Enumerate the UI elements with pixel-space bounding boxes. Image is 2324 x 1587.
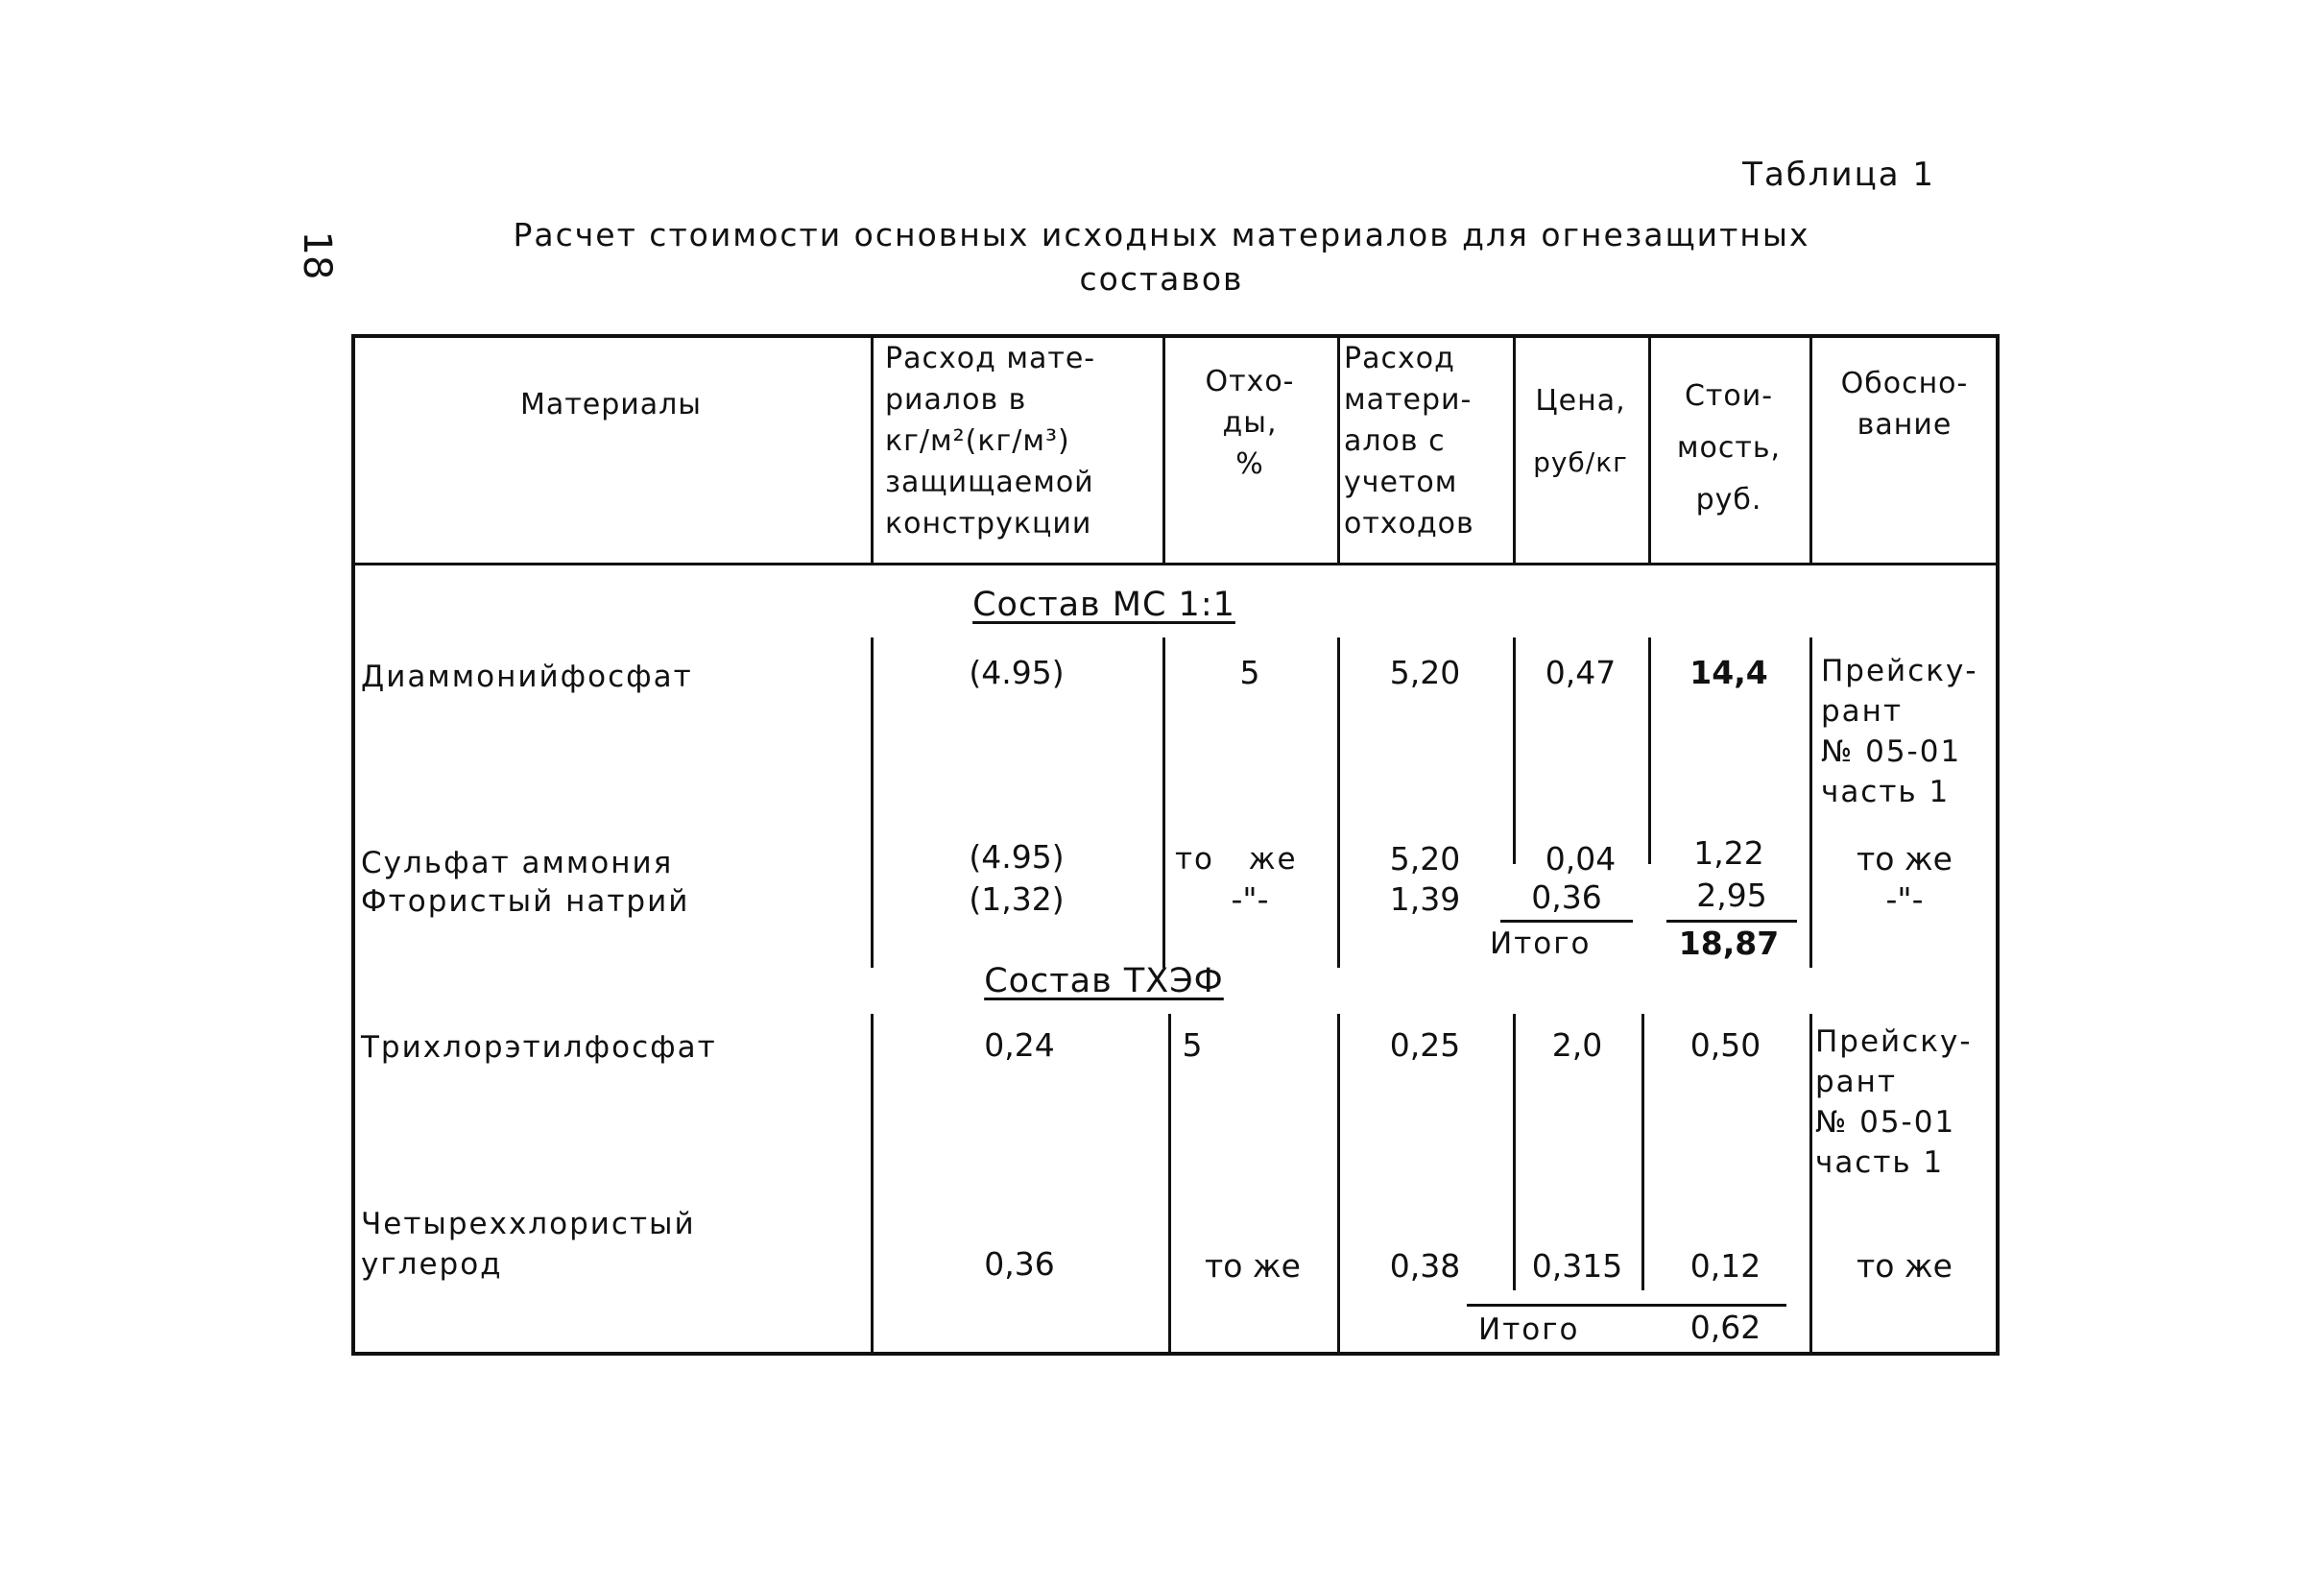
title-line: составов [1079, 260, 1244, 298]
section-title: Состав ТХЭФ [984, 962, 1224, 1000]
price-value: 0,315 [1531, 1247, 1623, 1285]
price-value: 2,0 [1551, 1026, 1603, 1064]
consumption-value: (4.95) [969, 838, 1065, 876]
with-waste-value: 5,20 [1389, 840, 1461, 878]
header-waste: Отхо- ды, % [1205, 365, 1295, 481]
waste-value: -"- [1231, 880, 1269, 918]
with-waste-value: 0,25 [1389, 1026, 1461, 1064]
price-value: 0,36 [1531, 878, 1602, 916]
consumption-value: 0,24 [984, 1026, 1055, 1064]
sum-line [1467, 1304, 1786, 1307]
header-materials: Материалы [520, 388, 702, 421]
material-name: Четыреххлористый углерод [361, 1207, 696, 1282]
cost-value: 14,4 [1689, 654, 1768, 691]
cost-value: 2,95 [1696, 877, 1767, 914]
header-price: Цена, руб/кг [1533, 384, 1628, 478]
basis-value: -"- [1885, 880, 1924, 918]
consumption-value: (4.95) [969, 654, 1065, 691]
header-basis: Обосно- вание [1840, 367, 1969, 442]
cost-value: 0,12 [1689, 1247, 1761, 1285]
with-waste-value: 5,20 [1389, 654, 1461, 691]
with-waste-value: 1,39 [1389, 880, 1461, 918]
basis-value: Прейску- рант № 05-01 часть 1 [1821, 654, 1978, 809]
waste-value: то же [1175, 842, 1298, 877]
sum-line [1666, 920, 1797, 923]
column-divider [871, 334, 874, 565]
column-divider [1809, 1014, 1812, 1356]
consumption-value: 0,36 [984, 1245, 1055, 1283]
consumption-value: (1,32) [969, 880, 1065, 918]
waste-value: 5 [1239, 654, 1260, 691]
price-value: 0,04 [1545, 840, 1617, 878]
waste-value: 5 [1182, 1026, 1203, 1064]
header-consumption: Расход мате- риалов в кг/м²(кг/м³) защищаемой конструкции [885, 342, 1096, 541]
cost-value: 1,22 [1693, 834, 1764, 872]
material-name: Диаммонийфосфат [361, 660, 693, 694]
material-name: Фтористый натрий [361, 884, 690, 919]
basis-value: Прейску- рант № 05-01 часть 1 [1815, 1024, 1973, 1180]
header-cost: Стои- мость, руб. [1676, 379, 1782, 517]
material-name: Сульфат аммония [361, 846, 674, 880]
table-label: Таблица 1 [1742, 156, 1935, 194]
basis-value: то же [1857, 1247, 1953, 1285]
cost-value: 0,50 [1689, 1026, 1761, 1064]
document-title [422, 213, 1901, 301]
header-divider [351, 563, 2000, 565]
material-name: Трихлорэтилфосфат [361, 1030, 717, 1065]
section-title: Состав МС 1:1 [972, 586, 1235, 624]
sum-line [1500, 920, 1633, 923]
header-consumption-with-waste: Расход матери- алов с учетом отходов [1344, 342, 1474, 541]
total-label: Итого [1478, 1312, 1580, 1347]
basis-value: то же [1857, 840, 1953, 878]
waste-value: то же [1205, 1247, 1301, 1285]
price-value: 0,47 [1545, 654, 1617, 691]
title-line: Расчет стоимости основных исходных материалов для огнезащитных [513, 216, 1810, 253]
total-label: Итого [1490, 926, 1592, 961]
column-divider [1337, 334, 1340, 565]
with-waste-value: 0,38 [1389, 1247, 1461, 1285]
total-value: 18,87 [1678, 925, 1780, 962]
materials-cost-table [351, 334, 2000, 1356]
total-value: 0,62 [1689, 1309, 1761, 1346]
page-number: 18 [295, 230, 339, 280]
